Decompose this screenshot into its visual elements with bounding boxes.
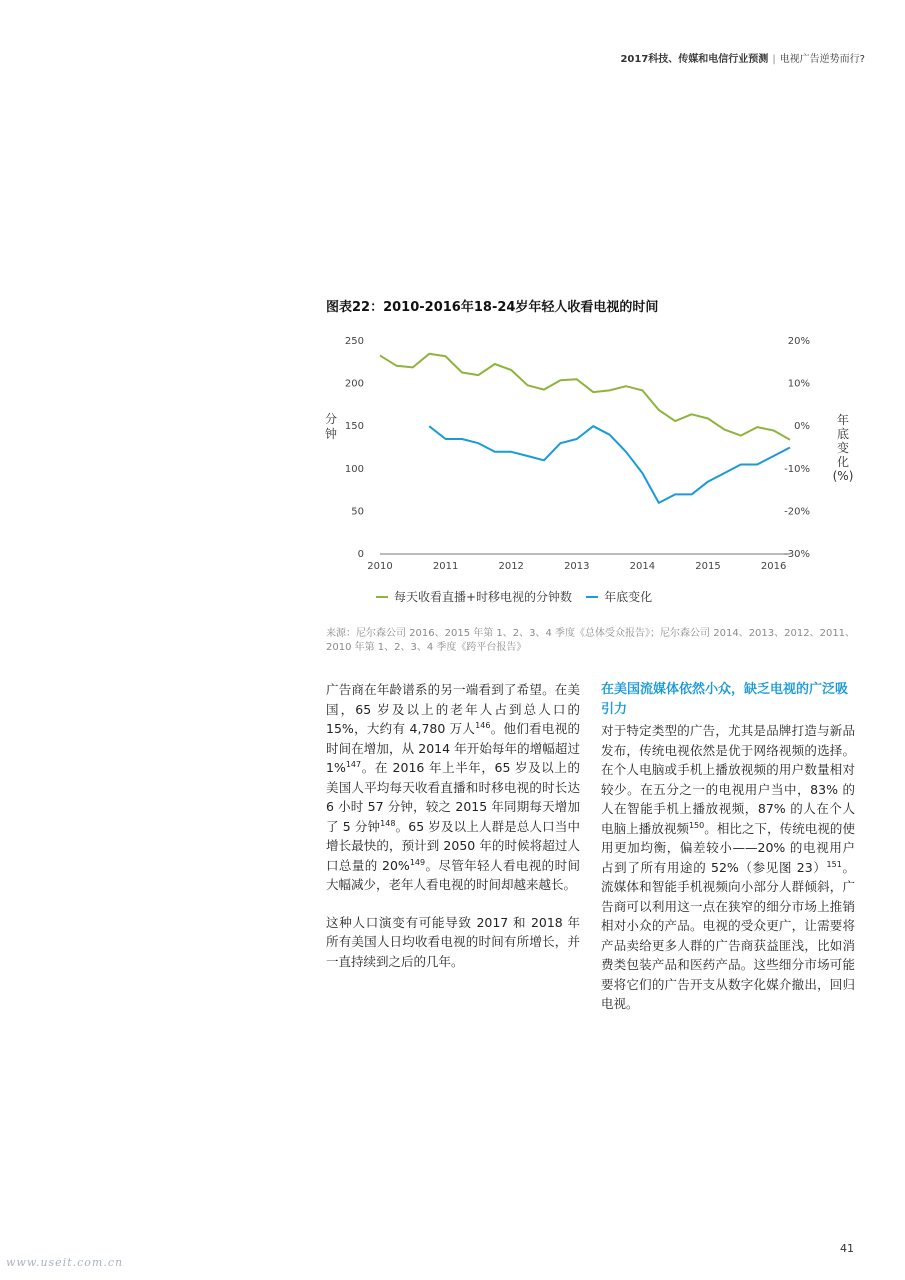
y-left-tick-label: 250 bbox=[344, 336, 364, 347]
y-right-tick-label: 20% bbox=[787, 336, 810, 347]
page-number: 41 bbox=[840, 1242, 854, 1255]
line-chart bbox=[322, 328, 854, 580]
text-run: 。尽管年轻人看电视的时间大幅减少，老年人看电视的时间却越来越长。 bbox=[326, 857, 580, 892]
y-left-tick-label: 150 bbox=[344, 421, 364, 433]
x-tick-label: 2016 bbox=[760, 561, 787, 572]
y-right-axis-label: 底 bbox=[836, 427, 850, 441]
watermark: www.useit.com.cn bbox=[6, 1256, 124, 1269]
text-run: 。在 2016 年上半年，65 岁及以上的美国人平均每天收看直播和时移电视的时长达 6 小时 57 分钟，较之 2015 年同期每天增加了 5 分钟 bbox=[326, 760, 580, 834]
paragraph-streaming-niche bbox=[601, 721, 855, 1014]
legend-label-minutes: 每天收看直播+时移电视的分钟数 bbox=[394, 590, 573, 604]
paragraph-elderly-viewers bbox=[326, 680, 580, 895]
chart-legend bbox=[376, 588, 666, 605]
y-right-tick-label: -20% bbox=[784, 506, 810, 518]
footnote-ref: 149 bbox=[409, 857, 426, 867]
footnote-ref: 146 bbox=[475, 720, 491, 730]
text-run: 。他们看电视的时间在增加，从 2014 年开始每年的增幅超过 1% bbox=[326, 721, 580, 775]
series-line-minutes bbox=[380, 354, 790, 440]
footnote-ref: 151 bbox=[826, 859, 842, 869]
section-subheading: 在美国流媒体依然小众，缺乏电视的广泛吸引力 bbox=[601, 682, 849, 717]
footnote-ref: 148 bbox=[380, 818, 396, 828]
text-run: 。相比之下，传统电视的使用更加均衡，偏差较小——20% 的电视用户占到了所有用途的 52%（参见图 23） bbox=[601, 820, 855, 875]
y-right-tick-label: -30% bbox=[784, 549, 810, 560]
x-tick-label: 2010 bbox=[367, 561, 393, 572]
body-column-left bbox=[326, 680, 580, 989]
legend-item-minutes bbox=[376, 588, 572, 605]
footnote-ref: 147 bbox=[345, 759, 362, 769]
y-left-tick-label: 50 bbox=[351, 506, 364, 518]
y-right-tick-label: 10% bbox=[787, 378, 810, 390]
y-right-tick-label: 0% bbox=[794, 421, 810, 433]
y-right-axis-label: 变 bbox=[836, 441, 850, 455]
running-header bbox=[620, 50, 865, 65]
figure-title: 图表22：2010-2016年18-24岁年轻人收看电视的时间 bbox=[326, 300, 659, 315]
text-run: 对于特定类型的广告，尤其是品牌打造与新品发布，传统电视依然是优于网络视频的选择。在个人电脑或手机上播放视频的用户数量相对较少。在五分之一的电视用户当中，83% 的人在智能手机上播放视频，87% 的人在个人电脑上播放视频 bbox=[601, 723, 855, 836]
legend-item-change bbox=[586, 588, 652, 605]
y-left-tick-label: 200 bbox=[344, 378, 364, 390]
legend-swatch-change bbox=[586, 596, 598, 598]
text-run: 。流媒体和智能手机视频向小部分人群倾斜，广告商可以利用这一点在狭窄的细分市场上推销相对小众的产品。电视的受众更广，让需要将产品卖给更多人群的广告商获益匪浅，比如消费类包装产品和医药产品。这些细分市场可能要将它们的广告开支从数字化媒介撤出，回归电视。 bbox=[601, 859, 855, 1011]
y-left-axis-label: 分 bbox=[324, 412, 338, 426]
text-run: 广告商在年龄谱系的另一端看到了希望。在美国，65 岁及以上的老年人占到总人口的 15%，大约有 4,780 万人 bbox=[326, 682, 580, 736]
y-left-tick-label: 0 bbox=[357, 549, 364, 560]
x-tick-label: 2014 bbox=[629, 561, 656, 572]
y-right-tick-label: -10% bbox=[784, 463, 810, 475]
text-run: 。65 岁及以上人群是总人口当中增长最快的，预计到 2050 年的时候将超过人口总量的 20% bbox=[326, 818, 580, 873]
legend-label-change: 年底变化 bbox=[604, 590, 653, 604]
y-left-tick-label: 100 bbox=[344, 463, 364, 475]
y-right-axis-label: 年 bbox=[836, 413, 850, 427]
body-column-right bbox=[601, 680, 855, 1032]
figure-source: 来源：尼尔森公司 2016、2015 年第 1、2、3、4 季度《总体受众报告》；尼尔森公司 2014、2013、2012、2011、2010 年第 1、2、3、4 季度《跨平台报告》 bbox=[326, 628, 856, 653]
paragraph-demographic-shift: 这种人口演变有可能导致 2017 和 2018 年所有美国人日均收看电视的时间有所增长，并一直持续到之后的几年。 bbox=[326, 914, 580, 969]
y-right-axis-label: (%) bbox=[832, 469, 854, 483]
x-tick-label: 2015 bbox=[695, 561, 721, 572]
x-tick-label: 2011 bbox=[432, 561, 459, 572]
header-separator: | bbox=[772, 54, 776, 65]
y-right-axis-label: 化 bbox=[836, 455, 850, 469]
header-report-title: 2017科技、传媒和电信行业预测 bbox=[620, 54, 769, 65]
x-tick-label: 2012 bbox=[498, 561, 524, 572]
x-tick-label: 2013 bbox=[564, 561, 590, 572]
series-line-change bbox=[429, 426, 790, 503]
header-section-title: 电视广告逆势而行? bbox=[779, 54, 865, 65]
footnote-ref: 150 bbox=[688, 820, 705, 830]
legend-swatch-minutes bbox=[376, 596, 388, 598]
y-left-axis-label: 钟 bbox=[324, 427, 338, 441]
